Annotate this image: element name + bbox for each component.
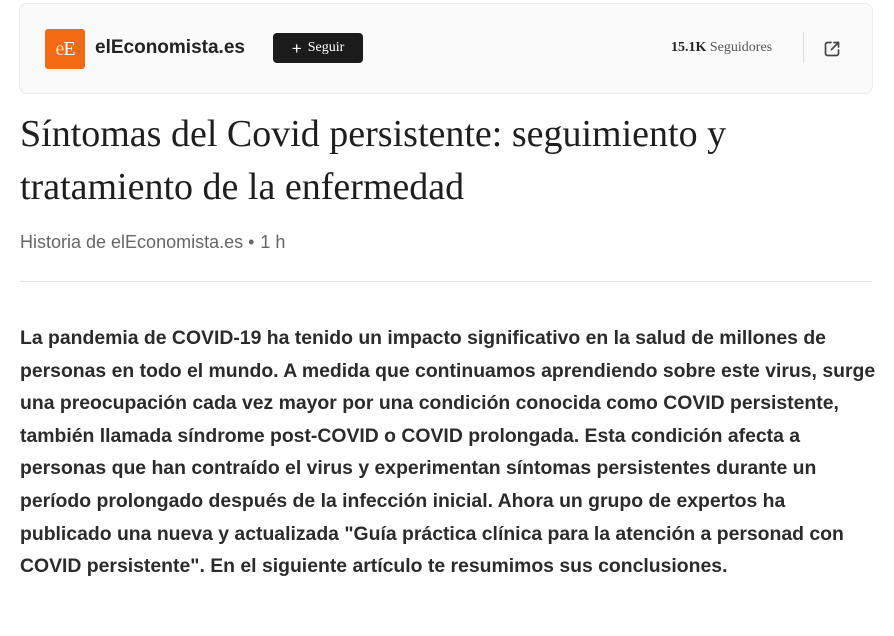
logo-letter-upper: E: [63, 37, 75, 60]
header-divider: [20, 281, 872, 282]
divider: [803, 32, 804, 63]
external-link-icon: [822, 39, 842, 59]
followers-label: Seguidores: [709, 40, 773, 55]
publisher-bar: [19, 3, 873, 94]
article-byline: [20, 232, 285, 253]
followers-count: [671, 40, 772, 56]
byline-source: Historia de elEconomista.es: [20, 232, 244, 252]
follow-label: Seguir: [307, 40, 345, 55]
followers-number: 15.1K: [671, 40, 707, 55]
article-title: Síntomas del Covid persistente: seguimiento y tratamiento de la enfermedad: [20, 113, 727, 208]
article-lead-paragraph: La pandemia de COVID-19 ha tenido un impacto significativo en la salud de millones de personas en todo el mundo. A medida que continuamos aprendiendo sobre este virus, surge una preocupación cada vez mayor por una condición conocida como COVID persistente, también llamada síndrome post-COVID o COVID prolongada. Esta condición afecta a personas que han contraído el virus y experimentan síntomas persistentes durante un período prolongado después de la infección inicial. Ahora un grupo de expertos ha publicado una nueva y actualizada "Guía práctica clínica para la atención a personad con COVID persistente". En el siguiente artículo te resumimos sus conclusiones.: [20, 327, 876, 578]
publisher-name[interactable]: elEconomista.es: [95, 37, 245, 58]
article-timestamp: 1 h: [260, 232, 286, 252]
publisher-logo[interactable]: [45, 29, 85, 69]
byline-separator: •: [248, 232, 255, 252]
share-button[interactable]: [820, 37, 844, 61]
plus-icon: +: [291, 38, 302, 58]
logo-letter-lower: e: [55, 37, 64, 60]
follow-button[interactable]: [273, 33, 363, 63]
